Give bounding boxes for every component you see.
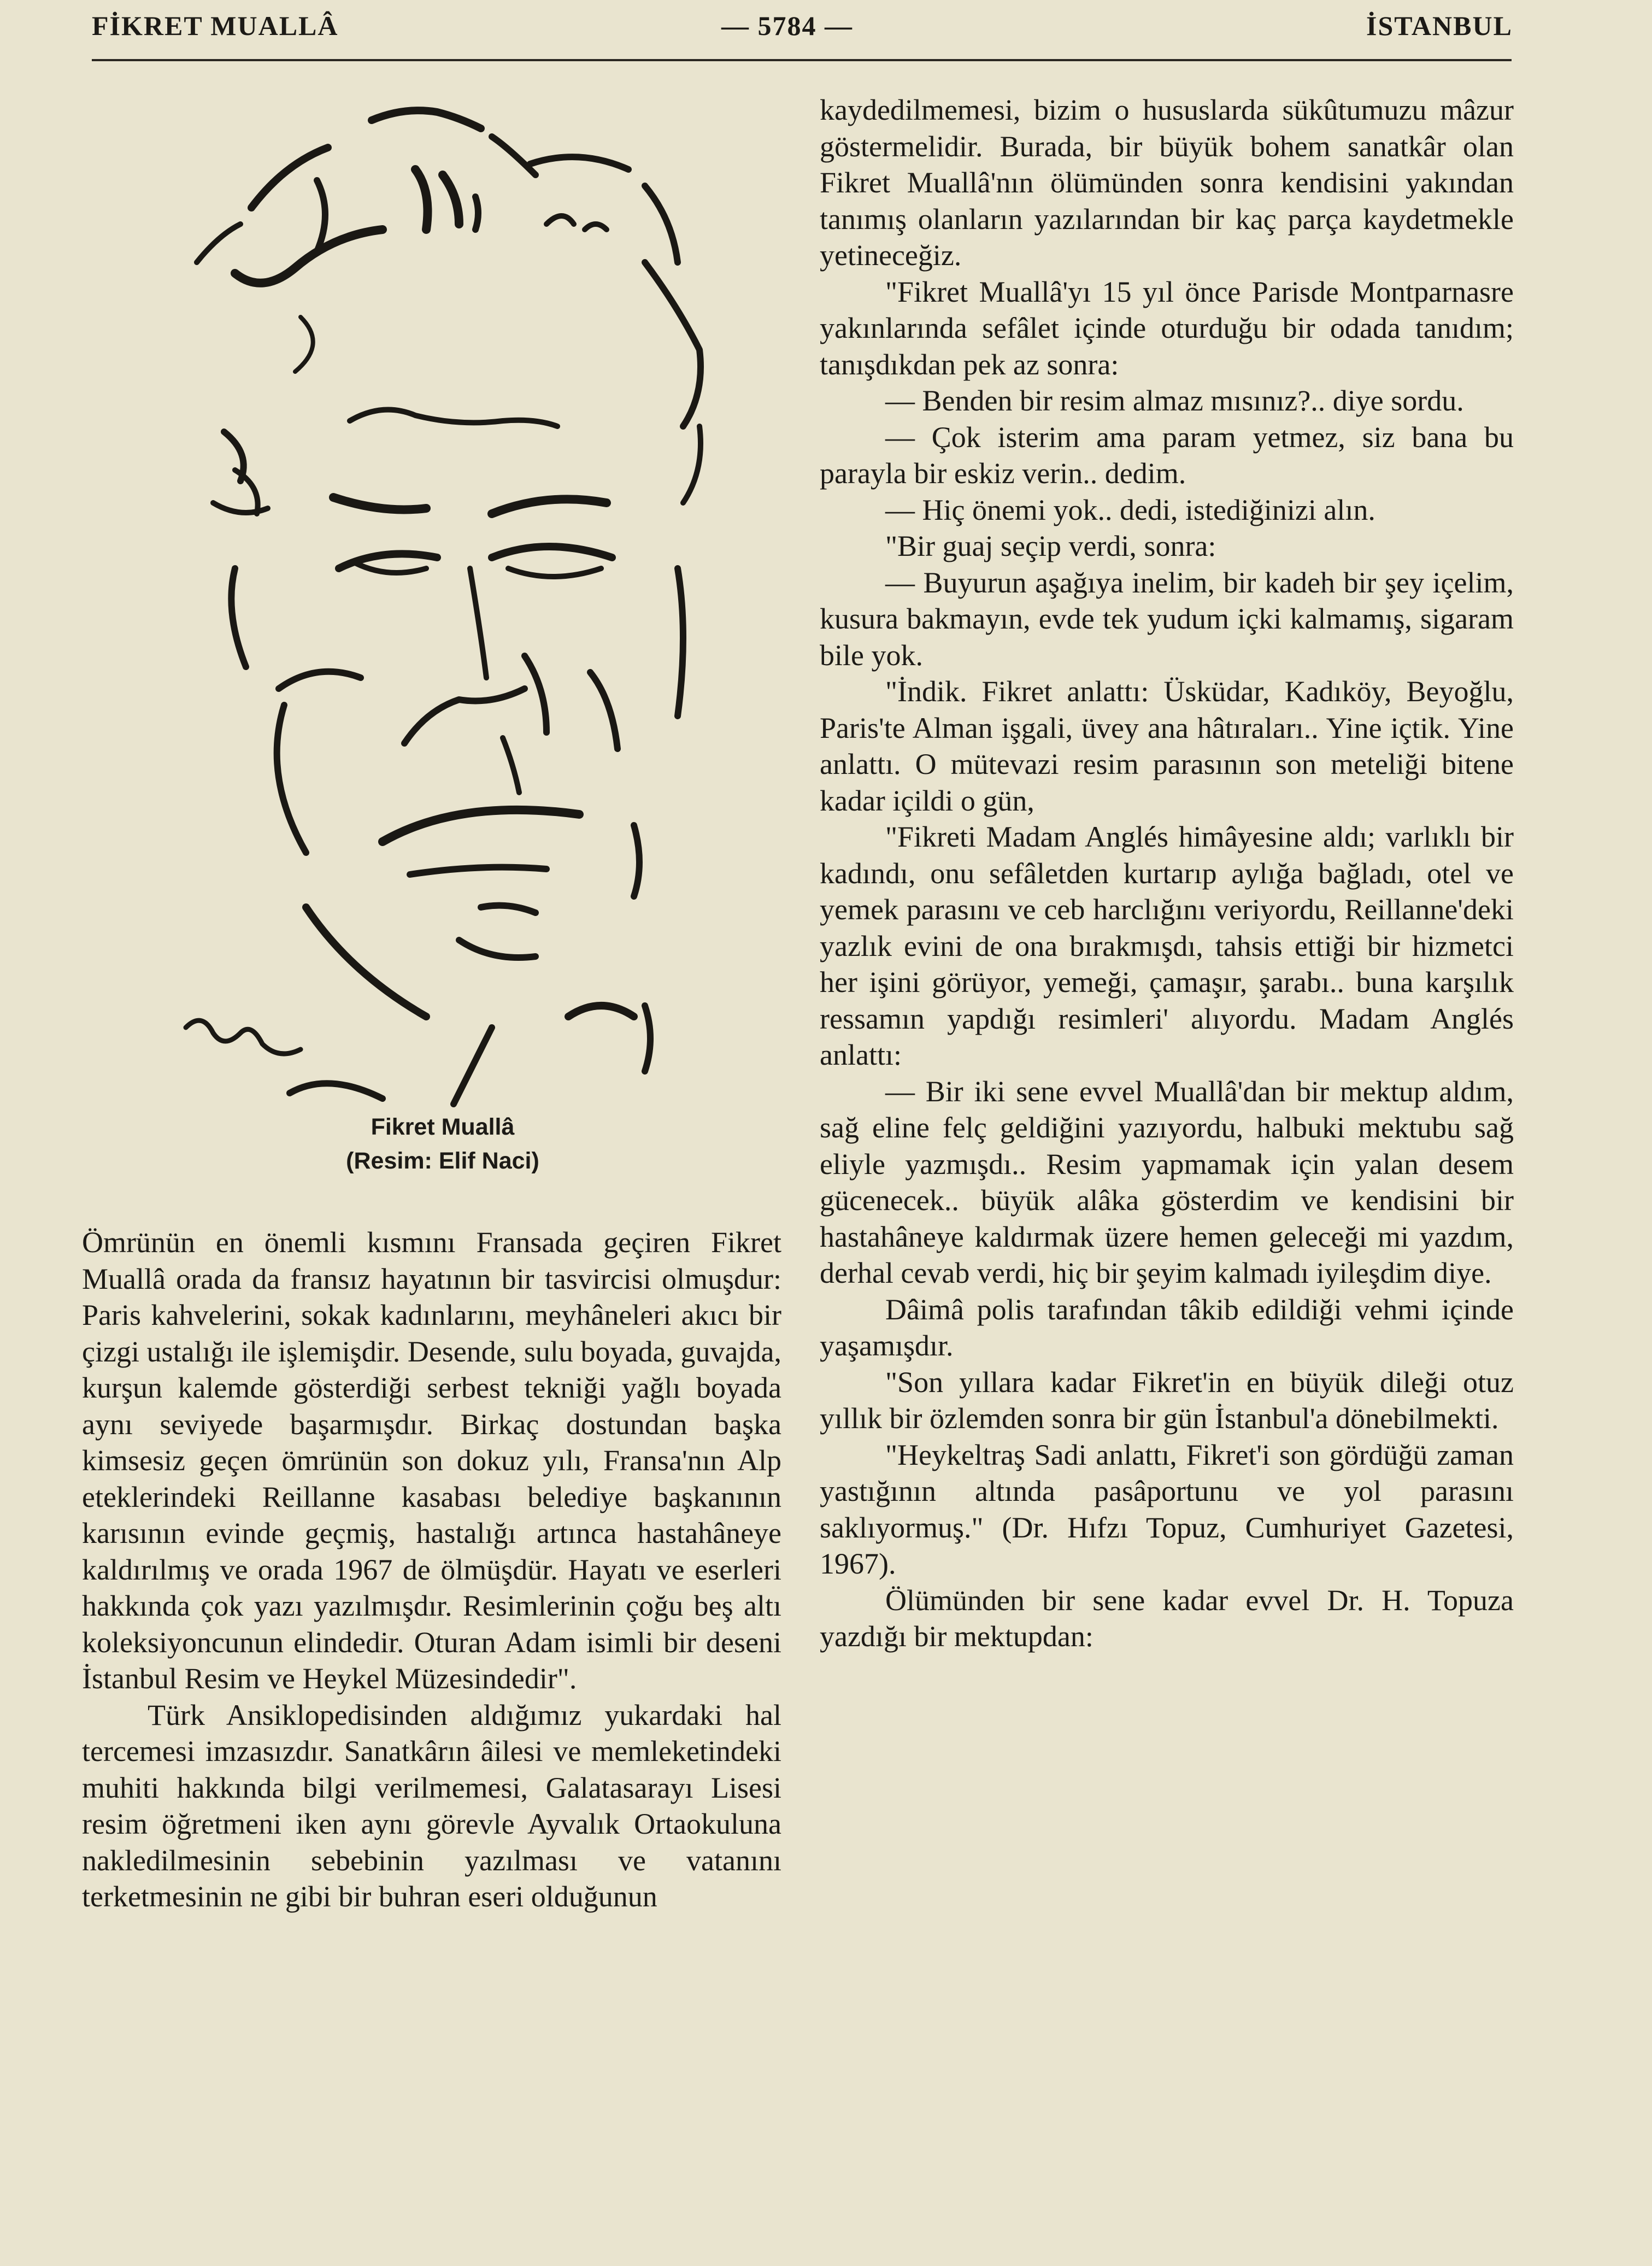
right-column [820,92,1514,1655]
dialogue-line: — Buyurun aşağıya inelim, bir kadeh bir şey içelim, kusura bakmayın, evde tek yudum içki kalmamış, sigaram bile yok. [820,566,1514,672]
paragraph: "Bir guaj seçip verdi, sonra: [885,530,1216,562]
dialogue-line: — Hiç önemi yok.. dedi, istediğinizi alın. [885,493,1375,526]
left-column [82,1224,781,1915]
page-number: — 5784 — [721,10,853,41]
paragraph: Türk Ansiklopedisinden aldığımız yukardaki hal tercemesi imzasızdır. Sanatkârın âilesi ve memleketindeki muhiti hakkında bilgi verilmemesi, Galatasarayı Lisesi resim öğretmeni iken aynı görevle Ayvalık Ortaokuluna nakledilmesinin sebebinin yazılması ve vatanını terketmesinin ne gibi bir buhran eseri olduğunun [82,1698,781,1913]
running-head-section: İSTANBUL [1366,10,1513,41]
figure-caption-name: Fikret Muallâ [371,1114,515,1140]
paragraph: Ömrünün en önemli kısmını Fransada geçiren Fikret Muallâ orada da fransız hayatının bir tasvircisi olmuşdur: Paris kahvelerini, sokak kadınlarını, meyhâneleri akıcı bir çizgi ustalığı ile işlemişdir. Desende, sulu boyada, guvajda, kurşun kalemde gösterdiği serbest tekniği yağlı boyada aynı seviyede başarmışdır. Birkaç dostundan başka kimsesiz geçen ömrünün son dokuz yılı, Fransa'nın Alp eteklerindeki Reillanne kasabası belediye başkanının karısının evinde geçmiş, hastalığı artınca hastahâneye kaldırılmış ve orada 1967 de ölmüşdür. Hayatı ve eserleri hakkında çok yazı yazılmışdır. Resimlerinin çoğu beş altı koleksiyoncunun elindedir. Oturan Adam isimli bir deseni İstanbul Resim ve Heykel Müzesindedir". [82,1226,781,1695]
paragraph: Ölümünden bir sene kadar evvel Dr. H. Topuza yazdığı bir mektupdan: [820,1583,1514,1653]
paragraph: "Heykeltraş Sadi anlattı, Fikret'i son gördüğü zaman yastığının altında pasâportunu ve yol parasını saklıyormuş." (Dr. Hıfzı Topuz, Cumhuriyet Gazetesi, 1967). [820,1438,1514,1580]
paragraph: kaydedilmemesi, bizim o hususlarda sükûtumuzu mâzur göstermelidir. Burada, bir büyük bohem sanatkâr olan Fikret Muallâ'nın ölümünden sonra kendisini yakından tanımış olanların yazılarından bir kaç parça kaydetmekle yetineceğiz. [820,93,1514,272]
header-rule [92,59,1512,61]
paragraph: Dâimâ polis tarafından tâkib edildiği vehmi içinde yaşamışdır. [820,1293,1514,1362]
running-head-title: FİKRET MUALLÂ [92,10,339,41]
paragraph: "İndik. Fikret anlattı: Üsküdar, Kadıköy, Beyoğlu, Paris'te Alman işgali, üvey ana hâtıraları.. Yine içtik. Yine anlattı. O mütevazi resim parasının son meteliği bitene kadar içildi o gün, [820,675,1514,817]
dialogue-line: — Benden bir resim almaz mısınız?.. diye sordu. [885,384,1464,417]
paragraph: "Son yıllara kadar Fikret'in en büyük dileği otuz yıllık bir özlemden sonra bir gün İstanbul'a dönebilmekti. [820,1365,1514,1435]
portrait-sketch [153,87,776,1109]
dialogue-line: — Bir iki sene evvel Muallâ'dan bir mektup aldım, sağ eline felç geldiğini yazıyordu, halbuki mektubu sağ eliyle yazmışdı.. Resim yapmamak için yalan desem gücenecek.. büyük alâka gösterdim ve kendisini bir hastahâneye kaldırmak üzere hemen geleceği mi yazdım, derhal cevab verdi, hiç bir şeyim kalmadı iyileşdim diye. [820,1075,1514,1289]
paragraph: "Fikret Muallâ'yı 15 yıl önce Parisde Montparnasre yakınlarında sefâlet içinde oturduğu bir odada tanıdım; tanışdıkdan pek az sonra: [820,275,1514,381]
paragraph: "Fikreti Madam Anglés himâyesine aldı; varlıklı bir kadındı, onu sefâletden kurtarıp aylığa bağladı, otel ve yemek parasını ve ceb harclığını veriyordu, Reillanne'deki yazlık evini de ona bırakmışdı, tahsis ettiği bir hizmetci her işini görüyor, yemeği, çamaşır, şarabı.. buna karşılık ressamın yapdığı resimleri' alıyordu. Madam Anglés anlattı: [820,820,1514,1071]
figure-caption-credit: (Resim: Elif Naci) [346,1148,539,1174]
dialogue-line: — Çok isterim ama param yetmez, siz bana bu parayla bir eskiz verin.. dedim. [820,420,1514,490]
